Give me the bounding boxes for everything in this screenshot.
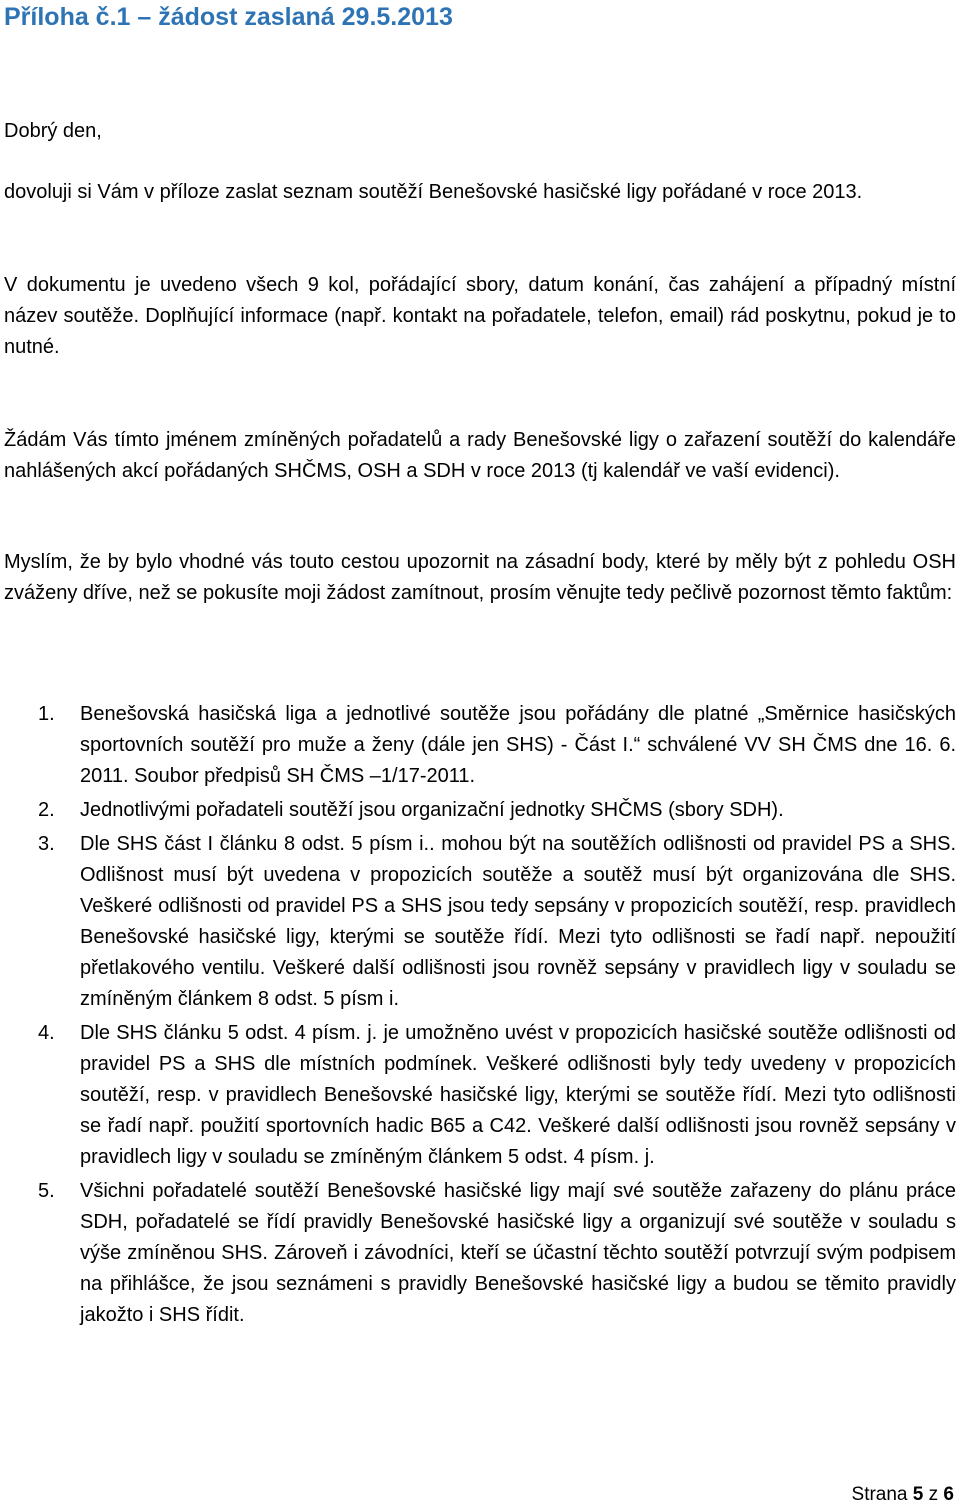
list-item-text: Dle SHS článku 5 odst. 4 písm. j. je umožněno uvést v propozicích hasičské soutěže odlišnosti od pravidel PS a SHS dle místních podmínek. Veškeré odlišnosti byly tedy uvedeny v propozicích soutěží, resp. v pravidlech Benešovské hasičské ligy, kterými se soutěže řídí. Mezi tyto odlišnosti se řadí např. použití sportovních hadic B65 a C42. Veškeré další odlišnosti jsou rovněž sepsány v pravidlech ligy v souladu se zmíněným článkem 5 odst. 4 písm. j. bbox=[80, 1022, 956, 1168]
list-item bbox=[0, 795, 960, 826]
list-item-text: Dle SHS část I článku 8 odst. 5 písm i.. mohou být na soutěžích odlišnosti od pravidel PS a SHS. Odlišnost musí být uvedena v propozicích soutěže a soutěž musí být organizována dle SHS. Veškeré odlišnosti od pravidel PS a SHS jsou tedy sepsány v propozicích soutěží, resp. pravidlech Benešovské hasičské ligy, kterými se soutěže řídí. Mezi tyto odlišnosti se řadí např. nepoužití přetlakového ventilu. Veškeré další odlišnosti jsou rovněž sepsány v pravidlech ligy v souladu se zmíněným článkem 8 odst. 5 písm i. bbox=[80, 833, 956, 1010]
list-item-number: 3. bbox=[38, 833, 55, 855]
list-item bbox=[0, 699, 960, 792]
total-page-count: 6 bbox=[943, 1484, 954, 1505]
page-number-footer bbox=[852, 1483, 954, 1507]
list-item bbox=[0, 1176, 960, 1331]
greeting: Dobrý den, bbox=[4, 120, 102, 142]
paragraph-request: Žádám Vás tímto jménem zmíněných pořadatelů a rady Benešovské ligy o zařazení soutěží do kalendáře nahlášených akcí pořádaných SHČMS, OSH a SDH v roce 2013 (tj kalendář ve vaší evidenci). bbox=[4, 429, 956, 482]
current-page-number: 5 bbox=[912, 1484, 924, 1505]
paragraph-document-contents: V dokumentu je uvedeno všech 9 kol, pořádající sbory, datum konání, čas zahájení a případný místní název soutěže. Doplňující informace (např. kontakt na pořadatele, telefon, email) rád poskytnu, pokud je to nutné. bbox=[4, 274, 956, 358]
list-item-text: Všichni pořadatelé soutěží Benešovské hasičské ligy mají své soutěže zařazeny do plánu práce SDH, pořadatelé se řídí pravidly Benešovské hasičské ligy a organizují své soutěže v souladu s výše zmíněnou SHS. Zároveň i závodníci, kteří se účastní těchto soutěží potvrzují svým podpisem na přihlášce, že jsou seznámeni s pravidly Benešovské hasičské ligy a budou se těmito pravidly jakožto i SHS řídit. bbox=[80, 1180, 956, 1326]
list-item-number: 5. bbox=[38, 1180, 55, 1202]
paragraph-intro: dovoluji si Vám v příloze zaslat seznam soutěží Benešovské hasičské ligy pořádané v roce 2013. bbox=[4, 181, 863, 203]
paragraph-notice: Myslím, že by bylo vhodné vás touto cestou upozornit na zásadní body, které by měly být z pohledu OSH zváženy dříve, než se pokusíte moji žádost zamítnout, prosím věnujte tedy pečlivě pozornost těmto faktům: bbox=[4, 551, 956, 604]
list-item-text: Benešovská hasičská liga a jednotlivé soutěže jsou pořádány dle platné „Směrnice hasičských sportovních soutěží pro muže a ženy (dále jen SHS) - Část I.“ schválené VV SH ČMS dne 16. 6. 2011. Soubor předpisů SH ČMS –1/17-2011. bbox=[80, 703, 956, 787]
page-separator: z bbox=[928, 1484, 939, 1505]
list-item-number: 1. bbox=[38, 703, 55, 725]
list-item bbox=[0, 829, 960, 1015]
list-item-number: 2. bbox=[38, 799, 55, 821]
page-title: Příloha č.1 – žádost zaslaná 29.5.2013 bbox=[4, 3, 453, 31]
page-label: Strana bbox=[851, 1484, 908, 1505]
list-item-text: Jednotlivými pořadateli soutěží jsou organizační jednotky SHČMS (sbory SDH). bbox=[80, 799, 784, 821]
list-item-number: 4. bbox=[38, 1022, 55, 1044]
facts-list bbox=[0, 699, 960, 1334]
list-item bbox=[0, 1018, 960, 1173]
